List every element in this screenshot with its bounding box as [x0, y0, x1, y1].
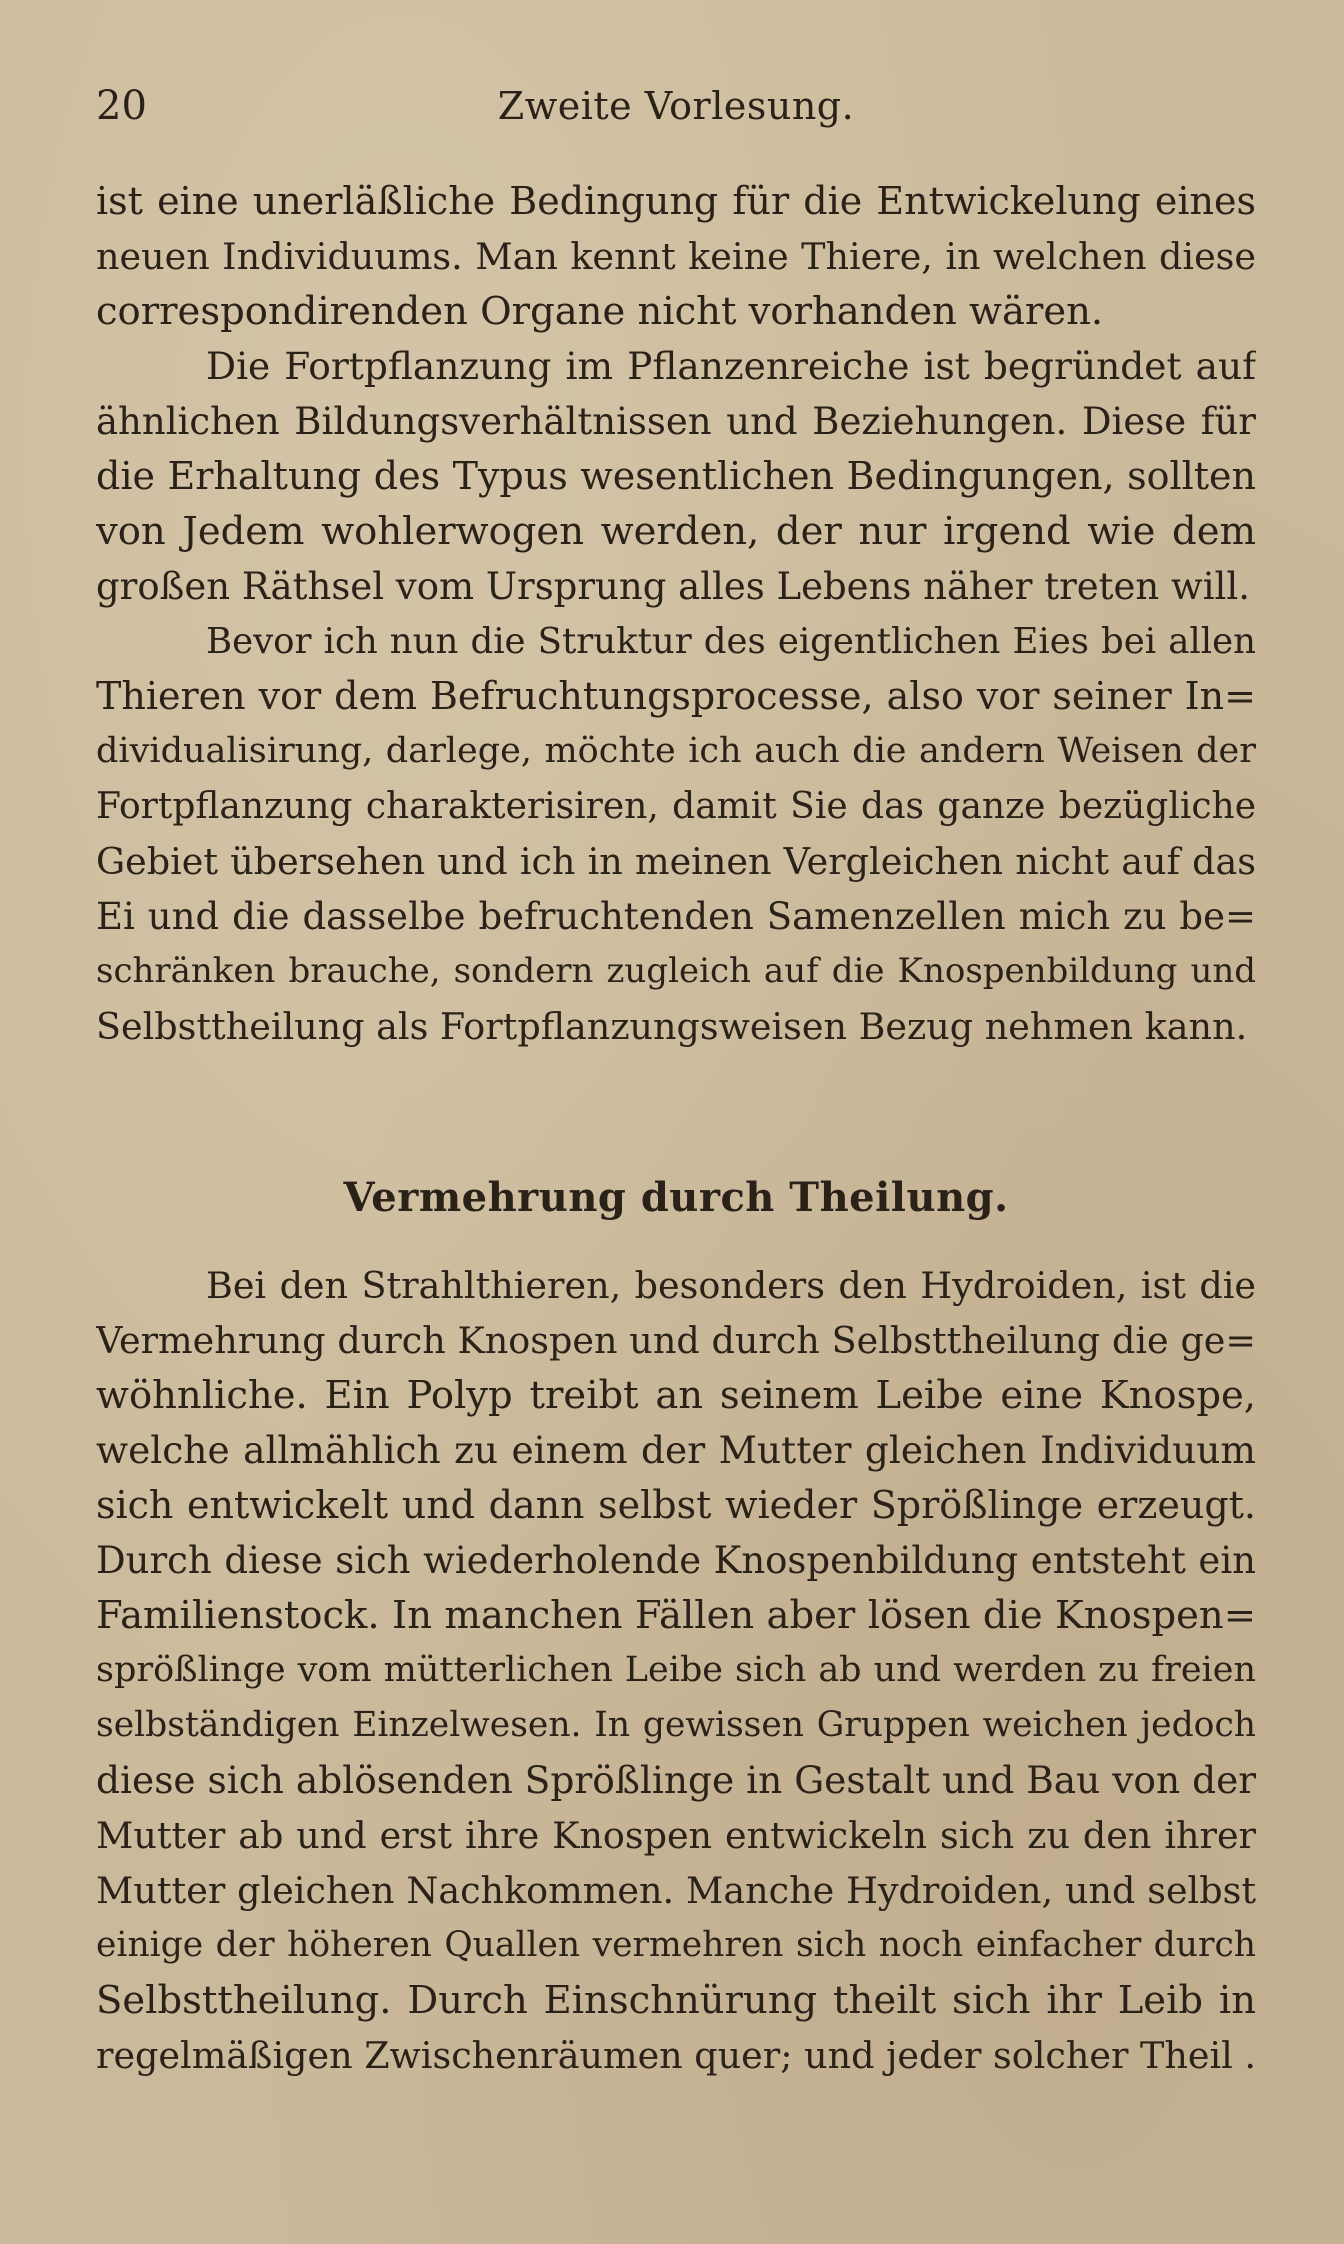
- text-line: selbständigen Einzelwesen. In gewissen Gruppen weichen jedoch: [96, 1705, 1256, 1745]
- text-line: welche allmählich zu einem der Mutter gleichen Individuum: [96, 1428, 1256, 1472]
- text-line: Gebiet übersehen und ich in meinen Vergleichen nicht auf das: [96, 840, 1256, 883]
- text-line: ähnlichen Bildungsverhältnissen und Beziehungen. Diese für: [96, 400, 1256, 443]
- paragraph-block-2: [96, 1258, 1256, 2083]
- text-line: Ei und die dasselbe befruchtenden Samenzellen mich zu be=: [96, 895, 1256, 938]
- text-line: dividualisirung, darlege, möchte ich auch die andern Weisen der: [96, 731, 1256, 771]
- text-line: ist eine unerläßliche Bedingung für die Entwickelung eines: [96, 179, 1256, 223]
- running-title: Zweite Vorlesung.: [497, 84, 855, 128]
- section-heading: Vermehrung durch Theilung.: [343, 1174, 1009, 1221]
- text-line: Mutter gleichen Nachkommen. Manche Hydroiden, und selbst: [96, 1869, 1256, 1912]
- text-line: Familienstock. In manchen Fällen aber lösen die Knospen=: [96, 1593, 1256, 1638]
- text-line: von Jedem wohlerwogen werden, der nur irgend wie dem: [96, 509, 1256, 554]
- text-line: Die Fortpflanzung im Pflanzenreiche ist begründet auf: [206, 344, 1256, 388]
- text-line: Bei den Strahlthieren, besonders den Hydroiden, ist die: [206, 1264, 1256, 1307]
- text-line: diese sich ablösenden Sprößlinge in Gestalt und Bau von der: [96, 1758, 1256, 1802]
- text-line: Selbsttheilung. Durch Einschnürung theilt sich ihr Leib in: [96, 1978, 1256, 2023]
- text-line: neuen Individuums. Man kennt keine Thiere, in welchen diese: [96, 235, 1256, 278]
- text-line: Bevor ich nun die Struktur des eigentlichen Eies bei allen: [206, 621, 1256, 662]
- text-line: Durch diese sich wiederholende Knospenbildung entsteht ein: [96, 1539, 1256, 1582]
- text-line: regelmäßigen Zwischenräumen quer; und jeder solcher Theil .: [96, 2034, 1256, 2077]
- text-line: correspondirenden Organe nicht vorhanden wären.: [96, 289, 1104, 334]
- text-line: Selbsttheilung als Fortpflanzungsweisen Bezug nehmen kann.: [96, 1005, 1248, 1048]
- text-line: Fortpflanzung charakterisiren, damit Sie das ganze bezügliche: [96, 786, 1256, 827]
- page-number: 20: [96, 83, 147, 129]
- text-line: schränken brauche, sondern zugleich auf die Knospenbildung und: [96, 951, 1256, 991]
- running-head: [96, 78, 1256, 134]
- text-line: wöhnliche. Ein Polyp treibt an seinem Leibe eine Knospe,: [96, 1373, 1256, 1418]
- text-line: Thieren vor dem Befruchtungsprocesse, also vor seiner In=: [96, 674, 1256, 718]
- text-line: Mutter ab und erst ihre Knospen entwickeln sich zu den ihrer: [96, 1814, 1256, 1857]
- text-line: sprößlinge vom mütterlichen Leibe sich ab und werden zu freien: [96, 1650, 1256, 1690]
- text-line: großen Räthsel vom Ursprung alles Lebens näher treten will.: [96, 565, 1250, 608]
- text-line: Vermehrung durch Knospen und durch Selbsttheilung die ge=: [96, 1319, 1256, 1362]
- text-line: einige der höheren Quallen vermehren sich noch einfacher durch: [96, 1925, 1256, 1965]
- text-line: sich entwickelt und dann selbst wieder Sprößlinge erzeugt.: [96, 1483, 1256, 1527]
- text-line: die Erhaltung des Typus wesentlichen Bedingungen, sollten: [96, 454, 1256, 498]
- paragraph-block-1: [96, 174, 1256, 1054]
